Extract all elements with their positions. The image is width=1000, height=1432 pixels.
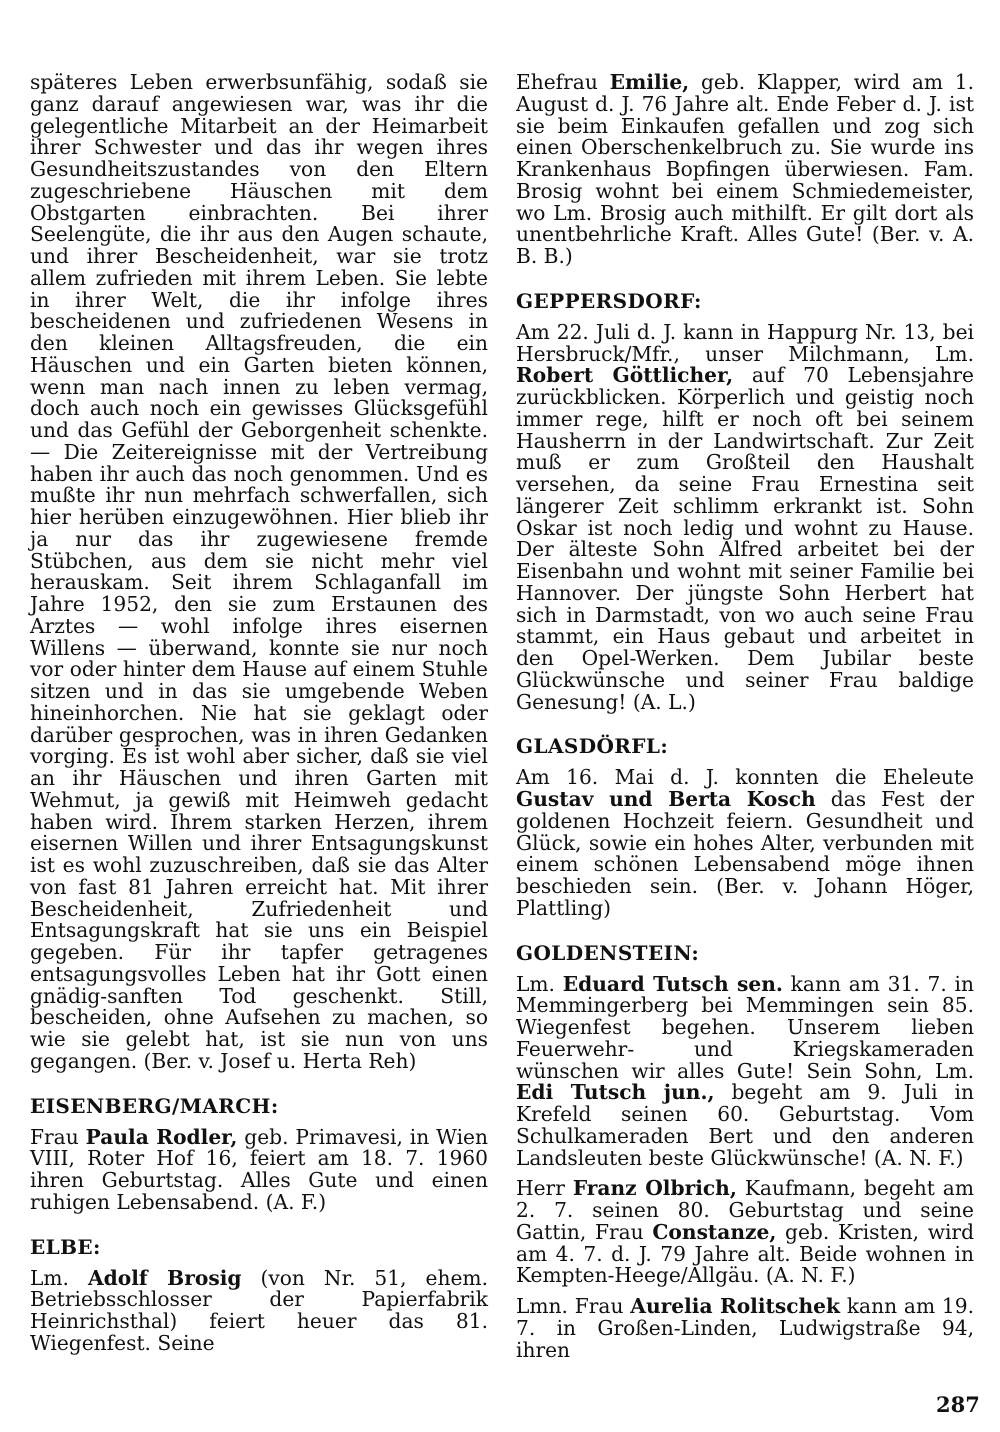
text: Kaufmann, begeht am 2. 7. seinen 80. Geburtstag und seine Gattin, Frau (516, 1176, 974, 1244)
person-name: Franz Olbrich, (572, 1176, 737, 1201)
text: Ehefrau (516, 70, 610, 94)
text: Am 16. Mai d. J. konnten die Eheleute (516, 765, 974, 790)
text: geb. Klapper, wird am 1. August d. J. 76 Jahre alt. Ende Feber d. J. ist sie beim Einkaufen gefallen und zog sich einen Oberschenkelbruch zu. Sie wurde ins Krankenhaus Bopfingen überwiesen. Fam. Brosig wohnt bei einem Schmiedemeister, wo Lm. Brosig auch mithilft. Er gilt dort als unentbehrliche Kraft. Alles Gute! (Ber. v. A. B. B.) (516, 70, 974, 268)
section-heading-eisenberg: EISENBERG/MARCH: (30, 1093, 279, 1118)
text: Frau (30, 1124, 86, 1149)
text: Lm. (516, 971, 563, 996)
geppersdorf-paragraph (516, 319, 974, 714)
person-name: Emilie, (609, 70, 690, 94)
person-name: Robert Göttlicher, (516, 363, 734, 388)
text: Herr (516, 1176, 573, 1201)
text: Am 22. Juli d. J. kann in Happurg Nr. 13, bei Hersbruck/Mfr., unser Milchmann, Lm. (516, 319, 974, 366)
person-name: Adolf Brosig (87, 1265, 242, 1290)
text: kann am 19. 7. in Großen-Linden, Ludwigstraße 94, ihren (516, 1294, 974, 1362)
text: (von Nr. 51, ehem. Betriebsschlosser der Papierfabrik Heinrichsthal) feiert heuer das 81. Wiegenfest. Seine (30, 1265, 488, 1355)
page-number: 287 (936, 1392, 980, 1417)
obituary-continuation: späteres Leben erwerbsunfähig, sodaß sie ganz darauf angewiesen war, was ihr die gelegentliche Mitarbeit an der Heimarbeit ihrer Schwester und das ihr wegen ihres Gesundheitszustandes von den Eltern zugeschriebene Häuschen mit dem Obstgarten einbrachten. Bei ihrer Seelengüte, die ihr aus den Augen schaute, und ihrer Bescheidenheit, war sie trotz allem zufrieden mit ihrem Leben. Sie lebte in ihrer Welt, die ihr infolge ihres bescheidenen und zufriedenen Wesens in den kleinen Alltagsfreuden, die ein Häuschen und ein Garten bieten können, wenn man nach innen zu leben vermag, doch auch noch ein gewisses Glücksgefühl und das Gefühl der Geborgenheit schenkte. — Die Zeitereignisse mit der Vertreibung haben ihr auch das noch genommen. Und es mußte ihr nun mehrfach schwerfallen, sich hier herüben einzugewöhnen. Hier blieb ihr ja nur das ihr zugewiesene fremde Stübchen, aus dem sie nicht mehr viel herauskam. Seit ihrem Schlaganfall im Jahre 1952, den sie zum Erstaunen des Arztes — wohl infolge ihres eisernen Willens — überwand, konnte sie nur noch vor oder hinter dem Hause auf einem Stuhle sitzen und in das sie umgebende Weben hineinhorchen. Nie hat sie geklagt oder darüber gesprochen, was in ihren Gedanken vorging. Es ist wohl aber sicher, daß sie viel an ihr Häuschen und ihren Garten mit Wehmut, ja gewiß mit Heimweh gedacht haben wird. Ihrem starken Herzen, ihrem eisernen Willen und ihrer Entsagungskunst ist es wohl zuzuschreiben, daß sie das Alter von fast 81 Jahren erreicht hat. Mit ihrer Bescheidenheit, Zufriedenheit und Entsagungskraft hat sie uns ein Beispiel gegeben. Für ihr tapfer getragenes entsagungsvolles Leben hat ihr Gott einen gnädig-sanften Tod geschenkt. Still, bescheiden, ohne Aufsehen zu machen, so wie sie gelebt hat, ist sie nun von uns gegangen. (Ber. v. Josef u. Herta Reh) (30, 70, 488, 1073)
goldenstein-paragraph-3 (516, 1296, 974, 1361)
person-name: Aurelia Rolitschek (630, 1294, 841, 1318)
eisenberg-paragraph (30, 1124, 488, 1214)
section-heading-elbe: ELBE: (30, 1234, 101, 1259)
person-name: Edi Tutsch jun., (516, 1080, 715, 1105)
elbe-paragraph-continued (516, 72, 974, 268)
goldenstein-paragraph-1 (516, 971, 975, 1170)
section-heading-goldenstein: GOLDENSTEIN: (516, 940, 700, 965)
section-heading-geppersdorf: GEPPERSDORF: (516, 288, 702, 313)
right-column (516, 72, 974, 1361)
person-name: Paula Rodler, (85, 1124, 238, 1149)
section-heading-glasdoerfl: GLASDÖRFL: (516, 734, 669, 759)
text: geb. Kristen, wird am 4. 7. d. J. 79 Jahre alt. Beide wohnen in Kempten-Heege/Allgäu. (A. N. F.) (516, 1219, 974, 1288)
elbe-paragraph (30, 1265, 488, 1355)
text: Lm. (30, 1265, 88, 1290)
text: Lmn. Frau (516, 1294, 631, 1318)
left-column (30, 72, 488, 1355)
text: das Fest der goldenen Hochzeit feiern. Gesundheit und Glück, sowie ein hohes Alter, verbunden mit einem schönen Lebensabend möge ihnen beschieden sein. (Ber. v. Johann Höger, Plattling) (516, 787, 974, 920)
text: auf 70 Lebensjahre zurückblicken. Körperlich und geistig noch immer rege, hilft er noch oft bei seinem Hausherrn in der Landwirtschaft. Zur Zeit muß er zum Großteil den Haushalt versehen, da seine Frau Ernestina seit längerer Zeit schlimm erkrankt ist. Sohn Oskar ist noch ledig und wohnt zu Hause. Der älteste Sohn Alfred arbeitet bei der Eisenbahn und wohnt mit seiner Familie bei Hannover. Der jüngste Sohn Herbert hat sich in Darmstadt, von wo auch seine Frau stammt, ein Haus gebaut und arbeitet in den Opel-Werken. Dem Jubilar beste Glückwünsche und seiner Frau baldige Genesung! (A. L.) (516, 363, 974, 714)
person-name: Eduard Tutsch sen. (562, 971, 783, 996)
text: begeht am 9. Juli in Krefeld seinen 60. Geburtstag. Vom Schulkameraden Bert und den anderen Landsleuten beste Glückwünsche! (A. N. F.) (516, 1080, 975, 1170)
text: geb. Primavesi, in Wien VIII, Roter Hof 16, feiert am 18. 7. 1960 ihren Geburtstag. Alles Gute und einen ruhigen Lebensabend. (A. F.) (30, 1124, 488, 1214)
goldenstein-paragraph-2 (516, 1178, 974, 1287)
person-name: Gustav und Berta Kosch (516, 787, 816, 811)
text: kann am 31. 7. in Memmingerberg bei Memmingen sein 85. Wiegenfest begehen. Unserem lieben Feuerwehr- und Kriegskameraden wünschen wir alles Gute! Sein Sohn, Lm. (516, 971, 974, 1083)
glasdoerfl-paragraph (516, 767, 974, 919)
person-name: Constanze, (652, 1219, 777, 1244)
